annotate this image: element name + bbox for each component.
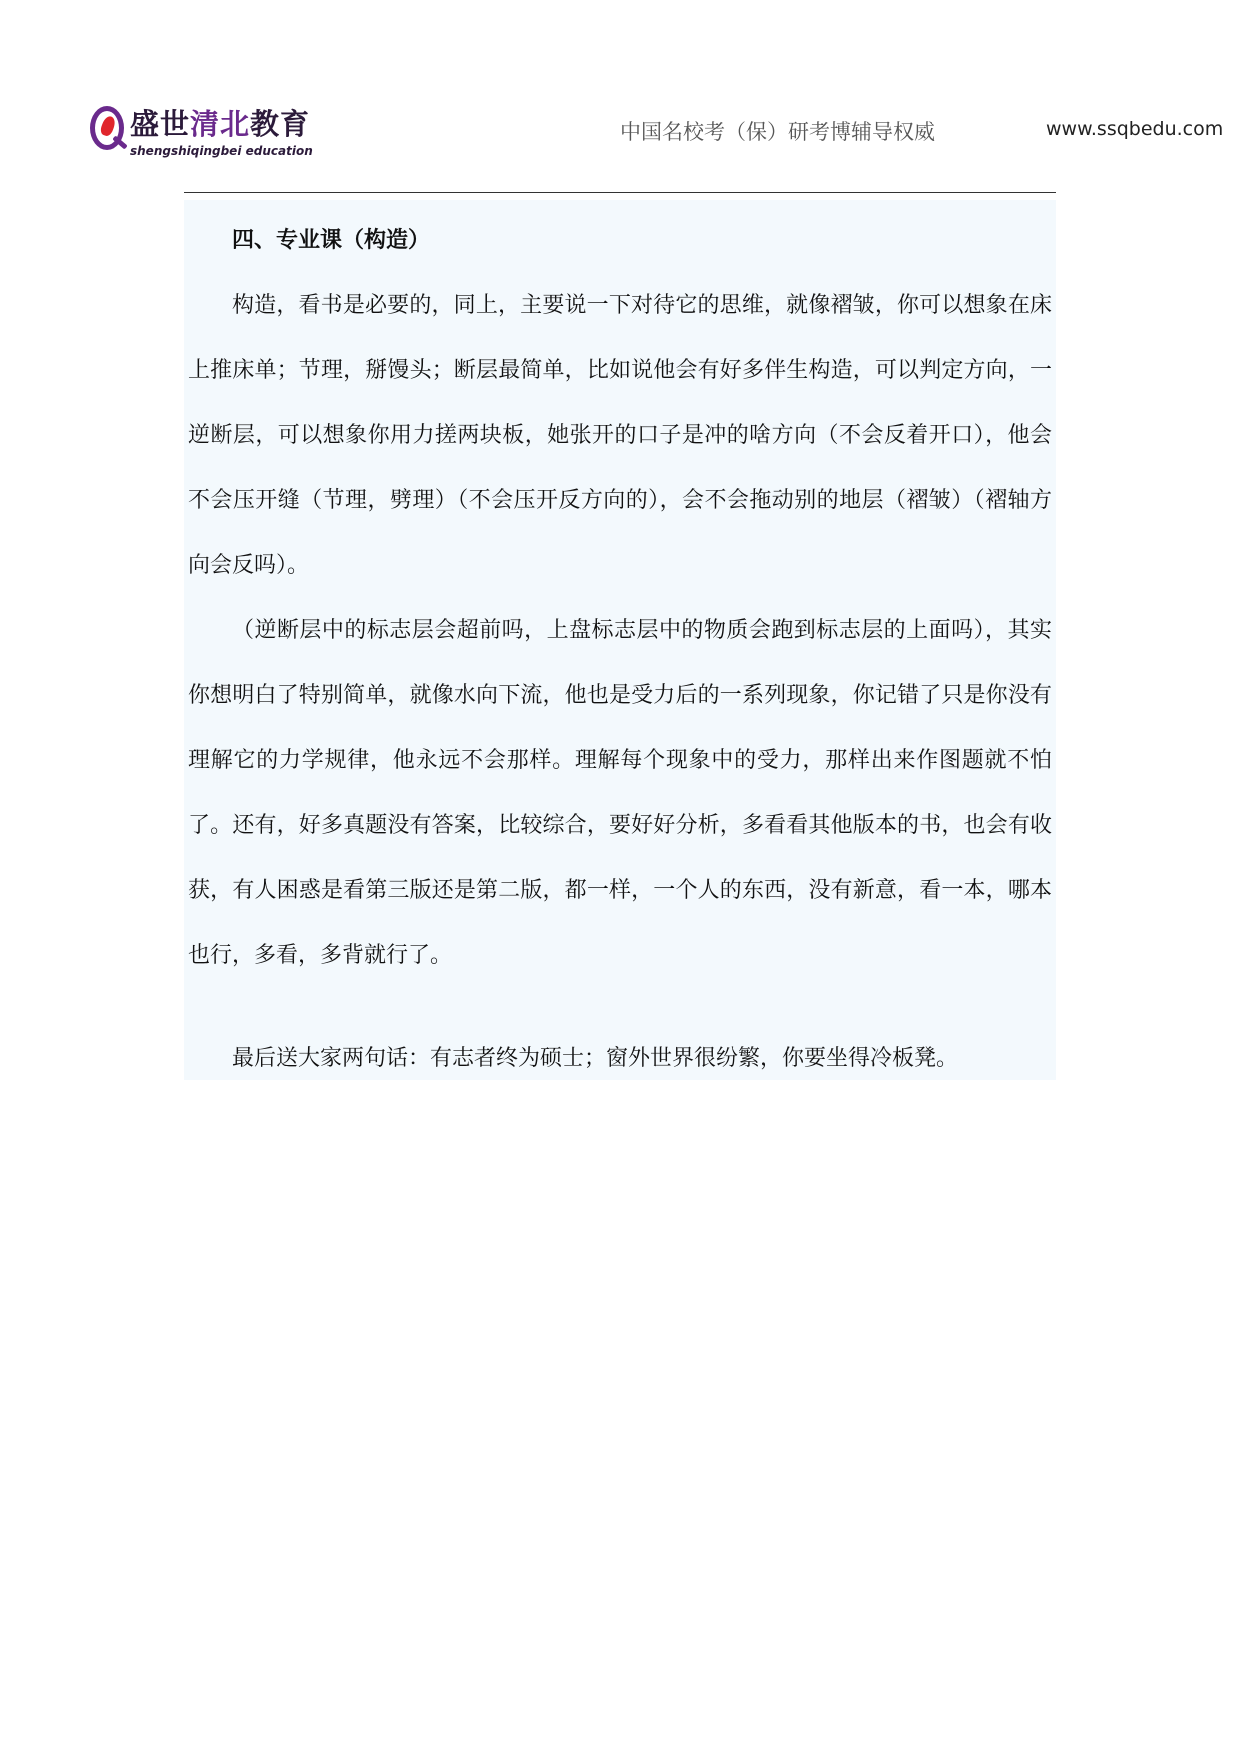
logo-cn-part1: 盛世 [130,107,191,141]
logo-english-name: shengshiqingbei education [130,144,313,158]
brand-logo [90,102,313,164]
header-slogan: 中国名校考（保）研考博辅导权威 [620,120,935,144]
page-header [0,0,1241,195]
closing-paragraph: 最后送大家两句话：有志者终为硕士；窗外世界很纷繁，你要坐得冷板凳。 [232,1046,959,1071]
logo-cn-part3: 教育 [250,107,311,141]
header-website: www.ssqbedu.com [1046,118,1224,140]
document-body [184,200,1056,1080]
body-paragraph-1: 构造，看书是必要的，同上，主要说一下对待它的思维，就像褶皱，你可以想象在床上推床单；节理，掰馒头；断层最简单，比如说他会有好多伴生构造，可以判定方向，一逆断层，可以想象你用力搓两块板，她张开的口子是冲的啥方向（不会反着开口），他会不会压开缝（节理，劈理）（不会压开反方向的），会不会拖动别的地层（褶皱）（褶轴方向会反吗）。 [188,293,1052,578]
logo-cn-part2: 清北 [190,107,251,141]
section-heading: 四、专业课（构造） [232,228,431,253]
logo-chinese-name [130,106,310,142]
header-divider [184,192,1056,193]
body-paragraph-2: （逆断层中的标志层会超前吗，上盘标志层中的物质会跑到标志层的上面吗），其实你想明白了特别简单，就像水向下流，他也是受力后的一系列现象，你记错了只是你没有理解它的力学规律，他永远不会那样。理解每个现象中的受力，那样出来作图题就不怕了。还有，好多真题没有答案，比较综合，要好好分析，多看看其他版本的书，也会有收获，有人困惑是看第三版还是第二版，都一样，一个人的东西，没有新意，看一本，哪本也行，多看，多背就行了。 [188,618,1052,968]
